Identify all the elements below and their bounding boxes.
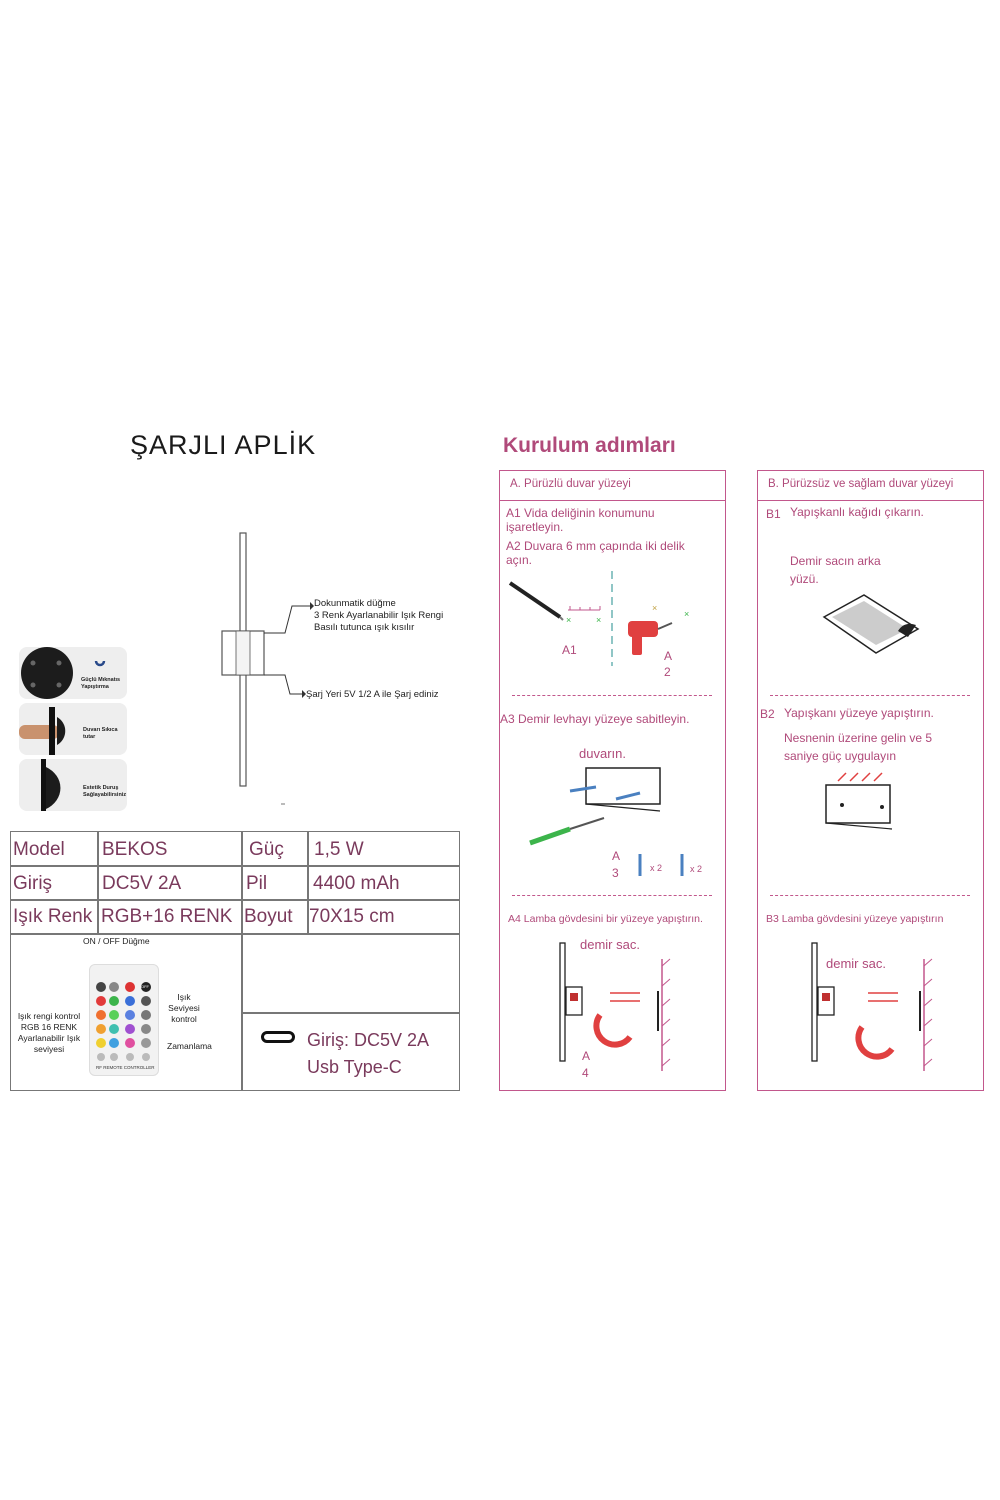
spec-value: 4400 mAh	[313, 873, 400, 894]
label-b2: B2	[760, 707, 775, 721]
svg-text:×: ×	[566, 615, 572, 625]
remote-control	[89, 964, 159, 1076]
spec-table	[10, 831, 460, 1091]
anchor-qty: x 2	[690, 864, 703, 874]
spec-key: Pil	[246, 873, 268, 894]
spec-key: Model	[13, 839, 65, 860]
spec-key: Boyut	[244, 906, 293, 927]
spec-key: Güç	[249, 839, 284, 860]
magnet-illustration-b	[758, 471, 759, 472]
remote-caption: RF REMOTE CONTROLLER	[96, 1065, 155, 1070]
level-control-label: Işık Seviyesi kontrol	[168, 992, 200, 1024]
duvarin-label: duvarın.	[579, 746, 626, 761]
label-a3-top: A	[612, 849, 621, 863]
thumbnail-label: Güçlü Mıknatıs Yapıştırma	[81, 677, 121, 690]
label-a4-top: A	[582, 1049, 591, 1063]
label-a2-bottom: 2	[664, 665, 671, 679]
thumbnail-label: Duvarı Sıkıca tutar	[83, 727, 118, 740]
panel-b-header: B. Pürüzsüz ve sağlam duvar yüzeyi	[758, 471, 983, 501]
thumbnail-magnet	[19, 647, 127, 699]
step-a3: A3 Demir levhayı yüzeye sabitleyin.	[500, 712, 690, 726]
touch-callout: Dokunmatik düğme 3 Renk Ayarlanabilir Işık Rengi Basılı tutunca ışık kısılır	[314, 598, 444, 633]
step-a1: A1 Vida deliğinin konumunu işaretleyin.	[506, 506, 655, 534]
divider	[512, 695, 712, 696]
spec-value: BEKOS	[102, 839, 168, 860]
lamp-diagram	[0, 0, 1, 1]
svg-text:×: ×	[684, 609, 690, 619]
step-a2: A2 Duvara 6 mm çapında iki delik açın.	[506, 539, 685, 567]
usb-input: Giriş: DC5V 2A	[307, 1030, 430, 1050]
label-a2-top: A	[664, 649, 673, 663]
svg-text:×: ×	[596, 615, 602, 625]
label-b1: B1	[766, 507, 781, 521]
usb-type: Usb Type-C	[307, 1057, 402, 1077]
spec-value: 70X15 cm	[309, 906, 395, 927]
panel-a-header: A. Pürüzlü duvar yüzeyi	[500, 471, 725, 501]
svg-text:×: ×	[652, 603, 658, 613]
usb-c-icon	[261, 1031, 295, 1043]
step-b2-sub: Nesnenin üzerine gelin ve 5 saniye güç uygulayın	[784, 731, 933, 763]
on-off-label: ON / OFF Düğme	[83, 936, 150, 946]
screw-qty: x 2	[650, 863, 663, 873]
charge-callout: Şarj Yeri 5V 1/2 A ile Şarj ediniz	[306, 689, 439, 700]
color-control-label: Işık rengi kontrol RGB 16 RENK Ayarlanabilir Işık seviyesi	[17, 1011, 81, 1054]
spec-key: Giriş	[13, 873, 53, 894]
thumbnail-aesthetic	[19, 759, 127, 811]
timer-label: Zamanlama	[167, 1041, 212, 1051]
demir-sac-label: demir sac.	[580, 937, 640, 952]
thumbnail-label: Estetik Duruş Sağlayabilirsiniz	[83, 785, 127, 798]
step-b1-sub: Demir sacın arka yüzü.	[790, 554, 881, 586]
divider	[512, 895, 712, 896]
step-b2: Yapışkanı yüzeye yapıştırın.	[784, 706, 934, 720]
label-a3-bottom: 3	[612, 866, 619, 880]
spec-value: 1,5 W	[314, 839, 364, 860]
step-b1: Yapışkanlı kağıdı çıkarın.	[790, 505, 924, 519]
thumbnail-wall	[19, 703, 127, 755]
magnet-illustration-a	[500, 471, 501, 472]
spec-value: DC5V 2A	[102, 873, 182, 894]
step-b3: B3 Lamba gövdesini yüzeye yapıştırın	[766, 913, 944, 925]
panel-b	[757, 470, 984, 1091]
demir-sac-label: demir sac.	[826, 956, 886, 971]
product-title: ŞARJLI APLİK	[130, 430, 317, 460]
spec-value: RGB+16 RENK	[101, 906, 233, 927]
divider	[770, 695, 970, 696]
label-a1: A1	[562, 643, 577, 657]
spec-key: Işık Renk	[13, 906, 93, 927]
off-key: OFF	[141, 984, 149, 989]
panel-a	[499, 470, 726, 1091]
divider	[770, 895, 970, 896]
step-a4: A4 Lamba gövdesini bir yüzeye yapıştırın.	[508, 913, 703, 925]
label-a4-bottom: 4	[582, 1066, 589, 1080]
install-title: Kurulum adımları	[503, 434, 676, 457]
